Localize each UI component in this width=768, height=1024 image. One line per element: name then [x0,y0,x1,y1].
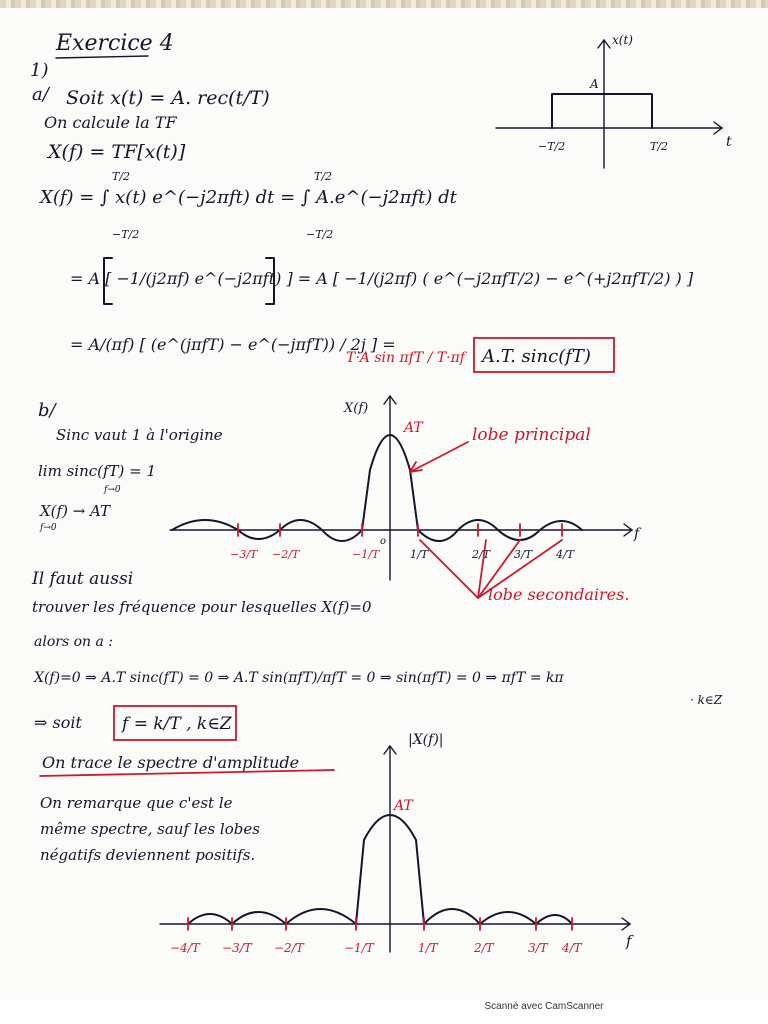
question-number: 1) [30,60,49,81]
graph1-tick-left: −T/2 [538,140,566,153]
graph2-xlabel: f [634,526,640,542]
remark-line-1: On remarque que c'est le [40,794,233,812]
part-b-label: b/ [38,400,56,421]
sinc-graph [170,396,642,604]
part-a-label: a/ [32,84,49,105]
graph2-tick-p1: 1/T [410,548,429,561]
graph2-peak: AT [404,420,423,436]
rect-pulse-graph [496,33,732,168]
tf-result: A.T. sinc(fT) [482,346,591,367]
graph1-ylabel: x(t) [612,33,633,47]
scanner-footer [0,1000,768,1024]
graph2-tick-m2: −2/T [272,548,300,561]
integral-upper-bound-2: T/2 [314,170,333,183]
step2-equation: = A [ −1/(j2πf) e^(−j2πft) ] = A [ −1/(j2πf) ( e^(−j2πfT/2) − e^(+j2πfT/2) ) ] [70,269,694,288]
limit-xf-line: X(f) → AT [40,502,111,520]
main-lobe-label: lobe principal [472,425,591,445]
main-lobe-arrow [410,442,468,472]
graph3-tick-m2: −2/T [274,941,304,955]
zero-derivation: X(f)=0 ⇒ A.T sinc(fT) = 0 ⇒ A.T sin(πfT)/πfT = 0 ⇒ sin(πfT) = 0 ⇒ πfT = kπ [34,670,564,686]
graph2-tick-m3: −3/T [230,548,258,561]
trouver-line: trouver les fréquence pour lesquelles X(f)=0 [32,598,372,616]
alors-line: alors on a : [34,634,113,650]
scanner-footer-text: Scanné avec CamScanner [484,1001,604,1012]
graph3-tick-p4: 4/T [562,941,582,955]
graph3-tick-m3: −3/T [222,941,252,955]
integral-equation: X(f) = ∫ x(t) e^(−j2πft) dt = ∫ A.e^(−j2πft) dt [40,187,457,208]
step3-equation: = A/(πf) [ (e^(jπfT) − e^(−jπfT)) / 2j ] = [70,335,396,354]
zero-frequencies: f = k/T , k∈Z [122,714,232,734]
title-underline [56,56,148,58]
graph2-origin: o [380,536,387,547]
graph2-ylabel: X(f) [344,401,369,416]
graph3-xlabel: f [626,932,632,950]
rect-pulse [552,94,652,128]
remark-line-3: négatifs deviennent positifs. [40,846,256,864]
graph3-tick-m4: −4/T [170,941,200,955]
graph1-level: A [590,77,599,91]
graph2-tick-p4: 4/T [556,548,575,561]
il-faut-line: Il faut aussi [32,569,134,589]
limit-xf-sub: f→0 [40,523,57,533]
tf-definition: X(f) = TF[x(t)] [48,141,186,163]
remark-line-2: même spectre, sauf les lobes [40,820,260,838]
graph3-ylabel: |X(f)| [408,732,444,748]
k-in-z-note: · k∈Z [690,693,723,707]
side-lobe-label: lobe secondaires. [488,585,630,604]
integral-lower-bound-1: −T/2 [112,228,140,241]
integral-upper-bound-1: T/2 [112,170,131,183]
integral-lower-bound-2: −T/2 [306,228,334,241]
graph2-tick-m1: −1/T [352,548,380,561]
graph1-tick-right: T/2 [650,140,669,153]
graph3-tick-p1: 1/T [418,941,438,955]
limit-sinc-line: lim sinc(fT) = 1 [38,462,157,480]
graph3-peak: AT [394,798,413,814]
graph3-tick-p3: 3/T [528,941,548,955]
graph2-tick-p3: 3/T [514,548,533,561]
arrow-prefix: ⇒ soit [34,713,82,732]
graph3-tick-m1: −1/T [344,941,374,955]
compute-tf-line: On calcule la TF [44,113,177,132]
graph3-tick-p2: 2/T [474,941,494,955]
spectrum-heading: On trace le spectre d'amplitude [42,753,300,772]
sinc-origin-line: Sinc vaut 1 à l'origine [56,426,223,444]
signal-definition: Soit x(t) = A. rec(t/T) [66,87,270,109]
graph2-tick-p2: 2/T [472,548,491,561]
limit-sinc-sub: f→0 [104,485,121,495]
step3-fraction: T·A sin πfT / T·πf [346,350,465,366]
exercise-title: Exercice 4 [56,31,174,56]
graph1-xlabel: t [726,134,732,150]
